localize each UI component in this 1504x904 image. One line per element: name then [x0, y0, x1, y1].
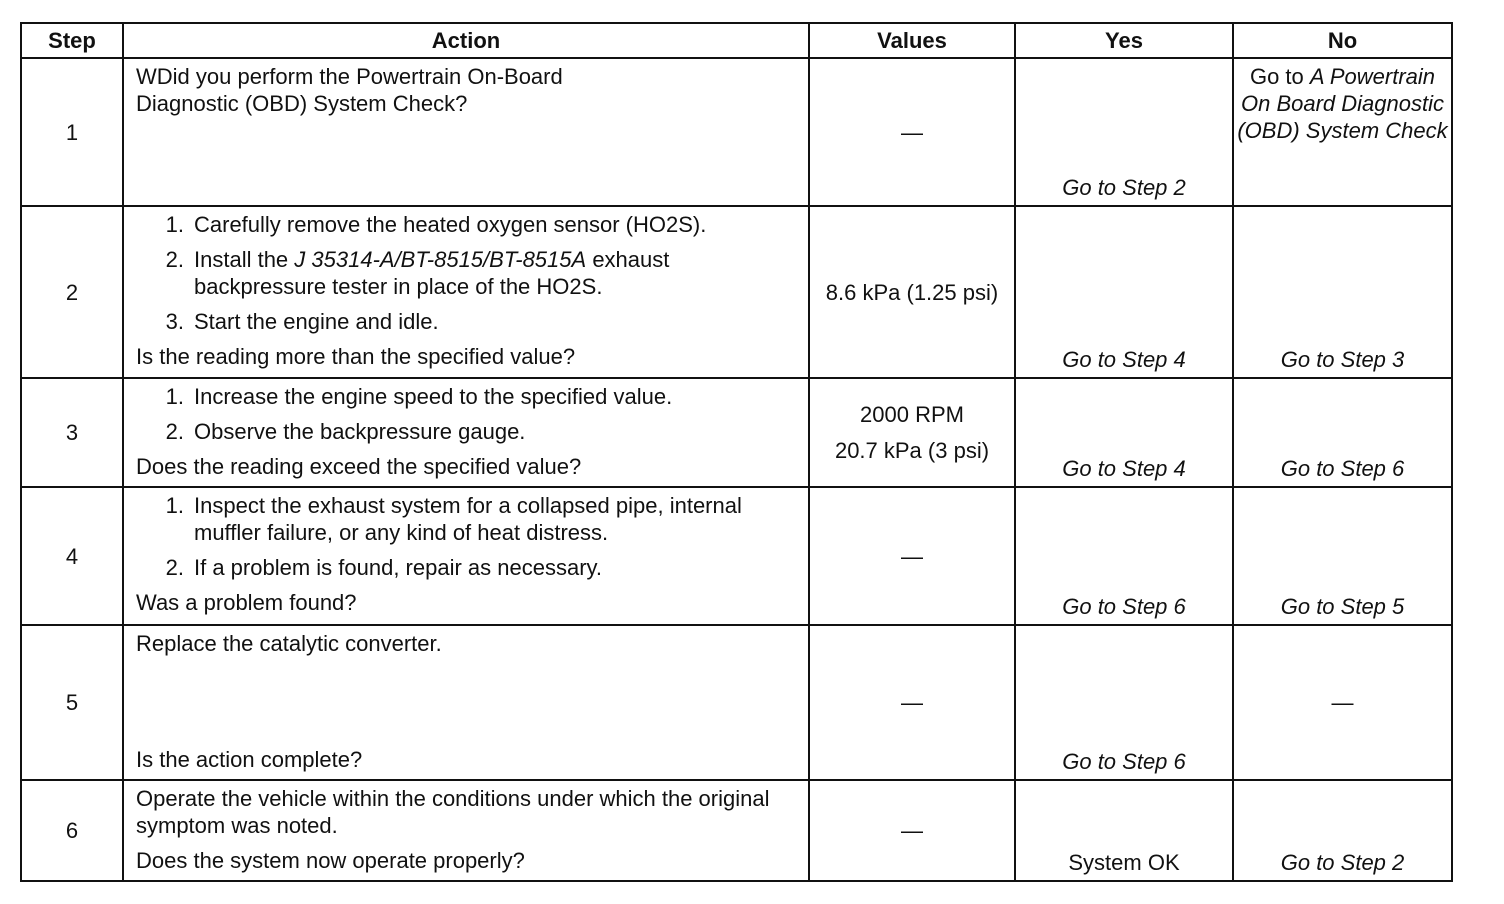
no-cell: Go to Step 3 — [1233, 206, 1452, 378]
no-link: A Powertrain On Board Diagnostic (OBD) System Check — [1237, 64, 1448, 143]
tool-reference: J 35314-A/BT-8515/BT-8515A — [294, 247, 587, 272]
list-item: 2. Observe the backpressure gauge. — [165, 419, 526, 444]
yes-cell: Go to Step 6 — [1015, 487, 1233, 625]
action-cell — [123, 378, 809, 487]
action-text: WDid you perform the Powertrain On-Board Diagnostic (OBD) System Check? — [136, 64, 563, 116]
header-no: No — [1233, 23, 1452, 58]
values-cell: — — [809, 487, 1015, 625]
no-cell: Go to Step 2 — [1233, 780, 1452, 881]
list-item: 3. Start the engine and idle. — [165, 309, 439, 334]
list-item: 2. If a problem is found, repair as necessary. — [165, 555, 603, 580]
action-text: Operate the vehicle within the conditions under which the original symptom was noted. — [136, 786, 770, 838]
no-cell — [1233, 58, 1452, 206]
step-number: 1 — [21, 58, 123, 206]
no-prefix: Go to — [1249, 64, 1310, 89]
values-cell: — — [809, 58, 1015, 206]
yes-cell: Go to Step 2 — [1015, 58, 1233, 206]
diagnostic-table — [20, 22, 1453, 882]
values-cell: 8.6 kPa (1.25 psi) — [809, 206, 1015, 378]
no-cell: Go to Step 6 — [1233, 378, 1452, 487]
action-question: Was a problem found? — [136, 590, 357, 615]
header-action: Action — [123, 23, 809, 58]
step-number: 4 — [21, 487, 123, 625]
action-steps — [136, 211, 800, 335]
action-cell — [123, 206, 809, 378]
no-cell: Go to Step 5 — [1233, 487, 1452, 625]
action-steps — [136, 383, 800, 445]
action-cell — [123, 780, 809, 881]
list-item: 2. Install the J 35314-A/BT-8515/BT-8515A exhaust backpressure tester in place of the HO2S. — [165, 247, 670, 299]
action-cell — [123, 487, 809, 625]
yes-cell: Go to Step 4 — [1015, 378, 1233, 487]
table-row-3 — [21, 378, 1452, 487]
action-question: Is the action complete? — [136, 747, 363, 772]
yes-cell: Go to Step 6 — [1015, 625, 1233, 780]
header-values: Values — [809, 23, 1015, 58]
action-cell — [123, 625, 809, 780]
values-cell: — — [809, 780, 1015, 881]
values-cell — [809, 378, 1015, 487]
table-row-2 — [21, 206, 1452, 378]
table-row-1 — [21, 58, 1452, 206]
list-item: 1. Carefully remove the heated oxygen sensor (HO2S). — [165, 212, 707, 237]
header-row — [21, 23, 1452, 58]
action-question: Does the system now operate properly? — [136, 848, 525, 873]
yes-cell: System OK — [1015, 780, 1233, 881]
step-number: 2 — [21, 206, 123, 378]
action-steps — [136, 492, 800, 581]
list-item: 1. Increase the engine speed to the specified value. — [165, 384, 673, 409]
table-row-4 — [21, 487, 1452, 625]
values-cell: — — [809, 625, 1015, 780]
header-step: Step — [21, 23, 123, 58]
step-number: 6 — [21, 780, 123, 881]
yes-cell: Go to Step 4 — [1015, 206, 1233, 378]
action-text: Replace the catalytic converter. — [136, 631, 442, 656]
action-question: Is the reading more than the specified value? — [136, 344, 576, 369]
value-pressure: 20.7 kPa (3 psi) — [834, 437, 990, 463]
table-row-6 — [21, 780, 1452, 881]
list-item: 1. Inspect the exhaust system for a collapsed pipe, internal muffler failure, or any kind of heat distress. — [165, 493, 742, 545]
header-yes: Yes — [1015, 23, 1233, 58]
step-number: 5 — [21, 625, 123, 780]
table-row-5 — [21, 625, 1452, 780]
no-cell: — — [1233, 625, 1452, 780]
step-number: 3 — [21, 378, 123, 487]
action-cell — [123, 58, 809, 206]
action-question: Does the reading exceed the specified value? — [136, 454, 582, 479]
value-rpm: 2000 RPM — [860, 401, 964, 427]
